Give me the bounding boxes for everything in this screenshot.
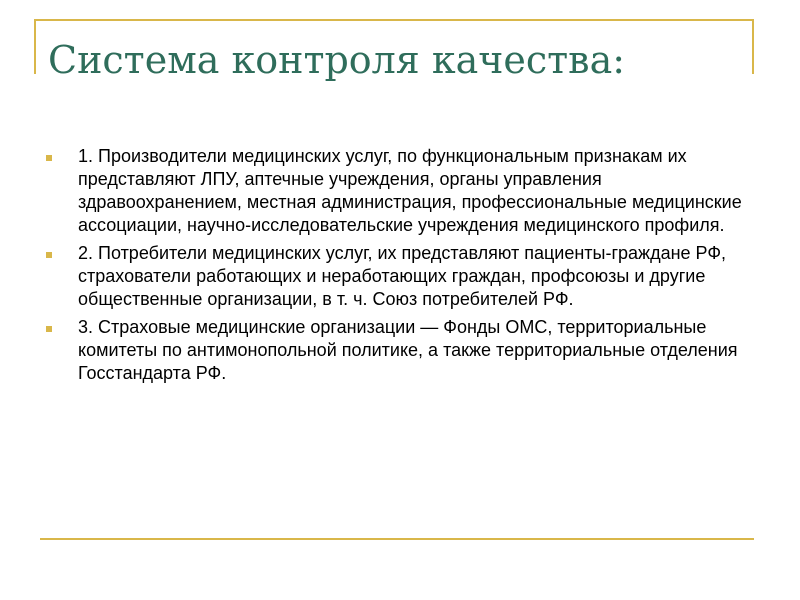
slide-title: Система контроля качества: — [48, 38, 626, 82]
frame-bottom-line — [40, 538, 754, 540]
frame-right-line — [752, 19, 754, 74]
frame-left-line — [34, 19, 36, 74]
bullet-list — [46, 145, 756, 390]
square-bullet-icon — [46, 155, 52, 161]
square-bullet-icon — [46, 326, 52, 332]
square-bullet-icon — [46, 252, 52, 258]
list-item — [46, 145, 756, 237]
list-item-text: 3. Страховые медицинские организации — Фонды ОМС, территориальные комитеты по антимонопольной политике, а также территориальные отделения Госстандарта РФ. — [78, 317, 738, 383]
list-item-text: 1. Производители медицинских услуг, по функциональным признакам их представляют ЛПУ, аптечные учреждения, органы управления здравоохранением, местная администрация, профессиональные медицинские ассоциации, научно-исследовательские учреждения медицинского профиля. — [78, 146, 742, 235]
list-item-text: 2. Потребители медицинских услуг, их представляют пациенты-граждане РФ, страхователи работающих и неработающих граждан, профсоюзы и другие общественные организации, в т. ч. Союз потребителей РФ. — [78, 243, 727, 309]
list-item — [46, 242, 756, 311]
list-item — [46, 316, 756, 385]
frame-top-line — [34, 19, 754, 21]
